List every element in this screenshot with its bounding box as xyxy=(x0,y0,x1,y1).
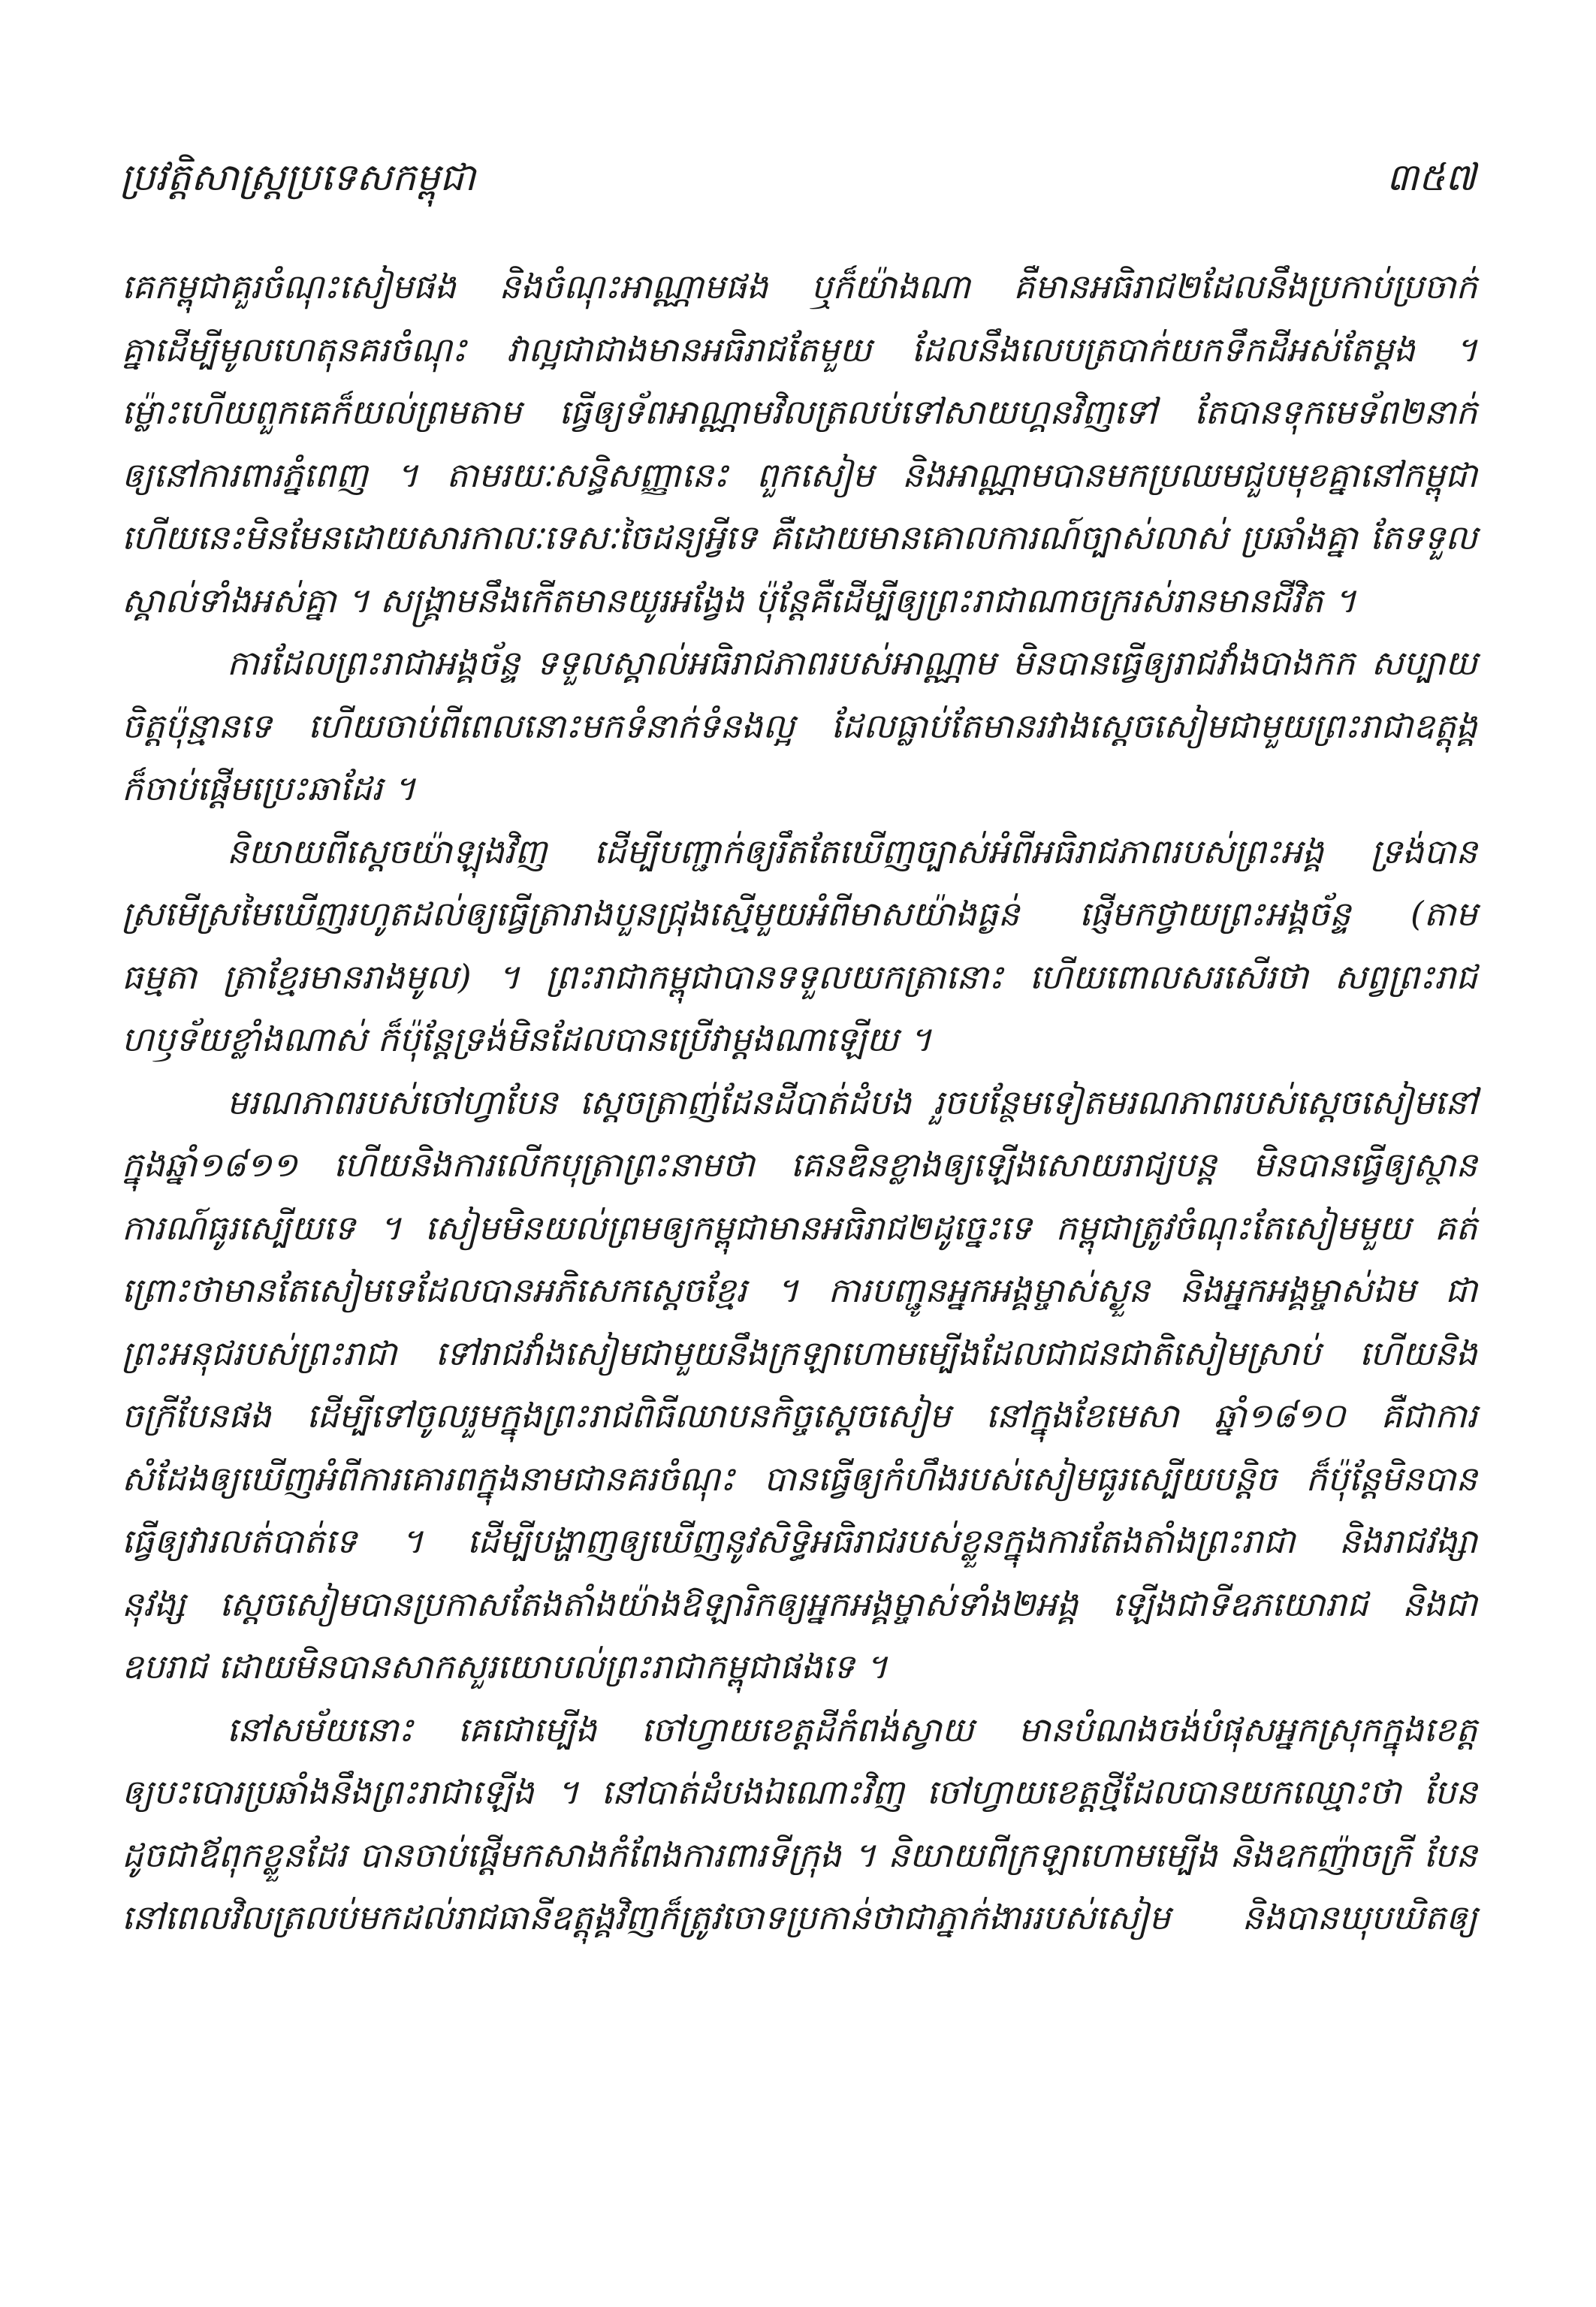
text-line: ចិត្តប៉ុន្មានទេ ហើយចាប់ពីពេលនោះមកទំនាក់ទំនងល្អ ដែលធ្លាប់តែមានរវាងស្តេចសៀមជាមួយព្រះរាជាឧត្តុង្គ xyxy=(122,705,1477,746)
text-line: ក៏ចាប់ផ្តើមប្រេះឆាដែរ ។ xyxy=(122,768,416,808)
text-line: ហឫទ័យខ្លាំងណាស់ ក៏ប៉ុន្តែទ្រង់មិនដែលបានប្រើវាម្តងណាឡើយ ។ xyxy=(122,1019,932,1059)
paragraph-1-end xyxy=(122,569,1477,633)
text-line: គ្នាដើម្បីមូលហេតុនគរចំណុះ វាល្អជាជាងមានអធិរាជតែមួយ ដែលនឹងលេបត្របាក់យកទឹកដីអស់តែម្តង ។ xyxy=(122,329,1477,370)
text-line: ស្រមើស្រមៃឃើញរហូតដល់ឲ្យធ្វើត្រារាងបួនជ្រុងស្មើមួយអំពីមាសយ៉ាងធ្ងន់ ផ្ញើមកថ្វាយព្រះអង្គច័ន្ទ (តាម xyxy=(122,894,1477,934)
text-line: ម្ល៉ោះហើយពួកគេក៏យល់ព្រមតាម ធ្វើឲ្យទ័ពអាណ្ណាមវិលត្រលប់ទៅសាយហ្គនវិញទៅ តែបានទុកមេទ័ព២នាក់ xyxy=(122,392,1477,432)
text-line: ធម្មតា ត្រាខ្មែរមានរាងមូល) ។ ព្រះរាជាកម្ពុជាបានទទួលយកត្រានោះ ហើយពោលសរសើរថា សព្វព្រះរាជ xyxy=(122,956,1477,997)
paragraph-2-end xyxy=(122,757,1477,820)
text-line: ធ្វើឲ្យវារលត់បាត់ទេ ។ ដើម្បីបង្ហាញឲ្យឃើញនូវសិទ្ធិអធិរាជរបស់ខ្លួនក្នុងការតែងតាំងព្រះរាជា និងរាជវង្សា xyxy=(122,1521,1477,1561)
running-header xyxy=(120,154,1476,214)
text-line: និយាយពីស្តេចយ៉ាឡុងវិញ ដើម្បីបញ្ជាក់ឲ្យរឹតតែឃើញច្បាស់អំពីអធិរាជភាពរបស់ព្រះអង្គ ទ្រង់បាន xyxy=(227,831,1477,871)
text-line: នៅពេលវិលត្រលប់មកដល់រាជធានីឧត្តុង្គវិញក៏ត្រូវចោទប្រកាន់ថាជាភ្នាក់ងាររបស់សៀម និងបានឃុបឃិតឲ្យ xyxy=(122,1898,1477,1937)
book-title: ប្រវត្តិសាស្ត្រប្រទេសកម្ពុជា xyxy=(120,156,476,199)
paragraph-5 xyxy=(122,1699,1477,1949)
paragraph-4-end xyxy=(122,1635,1477,1699)
text-line: ដូចជាឪពុកខ្លួនដែរ បានចាប់ផ្តើមកសាងកំពែងការពារទីក្រុង ។ និយាយពីក្រឡាហោមម្បើង និងឧកញ៉ាចក្រី បែន xyxy=(122,1834,1477,1875)
paragraph-4 xyxy=(122,1071,1477,1636)
text-line: ការដែលព្រះរាជាអង្គច័ន្ទ ទទួលស្គាល់អធិរាជភាពរបស់អាណ្ណាម មិនបានធ្វើឲ្យរាជវាំងបាងកក សប្បាយ xyxy=(227,643,1477,683)
paragraph-2 xyxy=(122,632,1477,757)
paragraph-1 xyxy=(122,255,1477,569)
text-line: ចក្រីបែនផង ដើម្បីទៅចូលរួមក្នុងព្រះរាជពិធីឈាបនកិច្ចស្តេចសៀម នៅក្នុងខែមេសា ឆ្នាំ១៨១០ គឺជាការ xyxy=(122,1396,1477,1436)
body-text xyxy=(122,255,1477,1949)
text-line: សំដែងឲ្យឃើញអំពីការគោរពក្នុងនាមជានគរចំណុះ បានធ្វើឲ្យកំហឹងរបស់សៀមធូរស្បើយបន្តិច ក៏ប៉ុន្តែមិនបាន xyxy=(122,1458,1477,1499)
text-line: គេកម្ពុជាគួរចំណុះសៀមផង និងចំណុះអាណ្ណាមផង ឬក៏យ៉ាងណា គឺមានអធិរាជ២ដែលនឹងប្រកាប់ប្រចាក់ xyxy=(122,267,1477,306)
text-line: ឲ្យនៅការពារភ្នំពេញ ។ តាមរយៈសន្ធិសញ្ញានេះ ពួកសៀម និងអាណ្ណាមបានមកប្រឈមជួបមុខគ្នានៅកម្ពុជា xyxy=(122,454,1477,495)
text-line: មរណភាពរបស់ចៅហ្វាបែន ស្តេចត្រាញ់ដែនដីបាត់ដំបង រួចបន្ថែមទៀតមរណភាពរបស់ស្តេចសៀមនៅ xyxy=(227,1082,1477,1122)
text-line: ក្នុងឆ្នាំ១៨១១ ហើយនិងការលើកបុត្រាព្រះនាមថា គេនឌិនខ្លាងឲ្យឡើងសោយរាជ្យបន្ត មិនបានធ្វើឲ្យស្ថាន xyxy=(122,1145,1477,1185)
text-line: ហើយនេះមិនមែនដោយសារកាលៈទេសៈចៃដន្យអ្វីទេ គឺដោយមានគោលការណ៍ច្បាស់លាស់ ប្រឆាំងគ្នា តែទទួល xyxy=(122,518,1477,557)
paragraph-3-end xyxy=(122,1008,1477,1071)
text-line: នៅសម័យនោះ គេជោម្បើង ចៅហ្វាយខេត្តដីកំពង់ស្វាយ មានបំណងចង់បំផុសអ្នកស្រុកក្នុងខេត្ត xyxy=(227,1709,1477,1750)
text-line: ព្រោះថាមានតែសៀមទេដែលបានអភិសេកស្តេចខ្មែរ ។ ការបញ្ជូនអ្នកអង្គម្ចាស់ស្ងួន និងអ្នកអង្គម្ចាស់ឯម ជា xyxy=(122,1270,1477,1310)
text-line: ឧបរាជ ដោយមិនបានសាកសួរយោបល់ព្រះរាជាកម្ពុជាផងទេ ។ xyxy=(122,1647,888,1686)
text-line: នុវង្ស ស្តេចសៀមបានប្រកាសតែងតាំងយ៉ាងឱឡារិកឲ្យអ្នកអង្គម្ចាស់ទាំង២អង្គ ឡើងជាទីឧភយោរាជ និងជា xyxy=(122,1584,1477,1624)
text-line: ការណ៍ធូរស្បើយទេ ។ សៀមមិនយល់ព្រមឲ្យកម្ពុជាមានអធិរាជ២ដូច្នេះទេ កម្ពុជាត្រូវចំណុះតែសៀមមួយ គត់ xyxy=(122,1207,1477,1248)
page-number: ៣៥៧ xyxy=(1386,156,1476,199)
text-line: ស្គាល់ទាំងអស់គ្នា ។ សង្គ្រាមនឹងកើតមានយូរអង្វែង ប៉ុន្តែគឺដើម្បីឲ្យព្រះរាជាណាចក្ររស់រានមានជីវិត ។ xyxy=(122,580,1356,621)
paragraph-3 xyxy=(122,820,1477,1009)
text-line: ឲ្យបះបោរប្រឆាំងនឹងព្រះរាជាឡើង ។ នៅបាត់ដំបងឯណោះវិញ ចៅហ្វាយខេត្តថ្មីដែលបានយកឈ្មោះថា បែន xyxy=(122,1772,1477,1812)
text-line: ព្រះអនុជរបស់ព្រះរាជា ទៅរាជវាំងសៀមជាមួយនឹងក្រឡាហោមម្បើងដែលជាជនជាតិសៀមស្រាប់ ហើយនិង xyxy=(122,1333,1477,1373)
